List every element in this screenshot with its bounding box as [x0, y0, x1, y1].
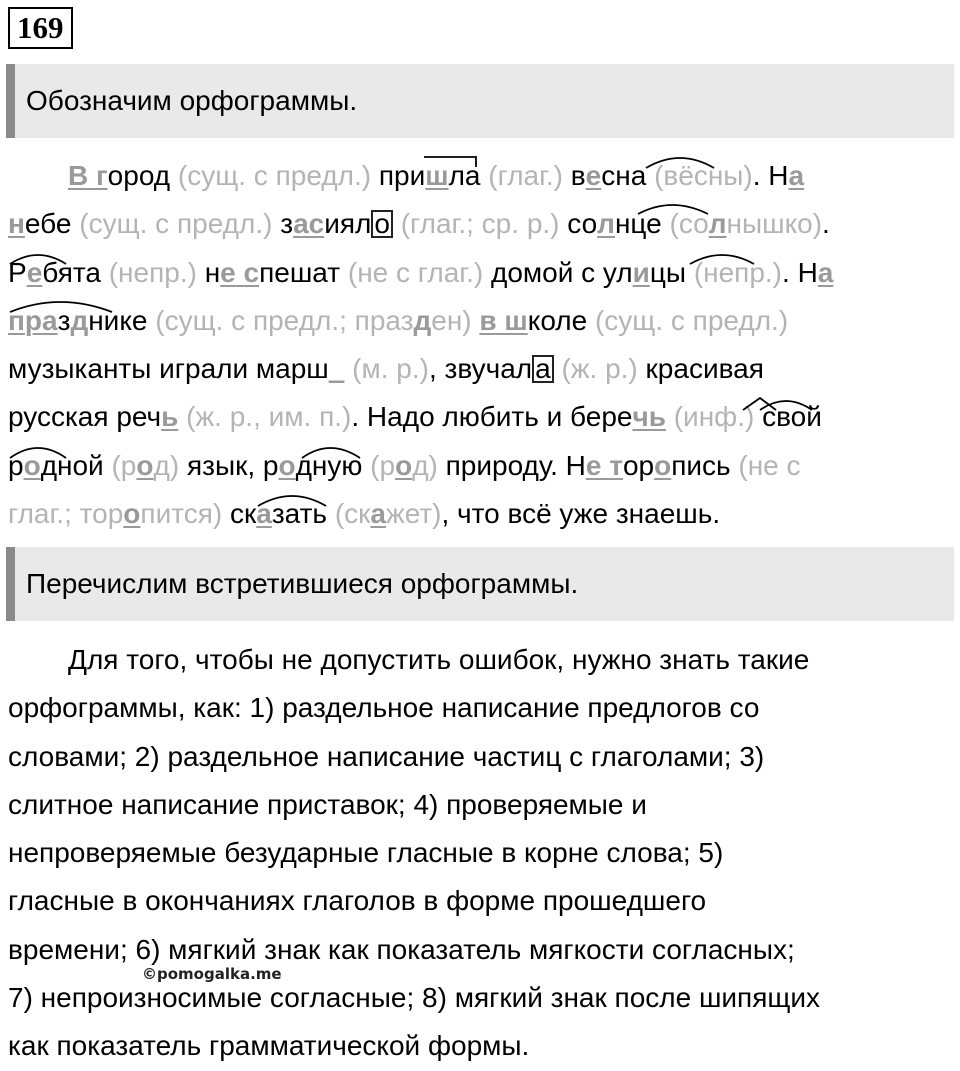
root-arc [646, 158, 714, 168]
grammar-note: (ж. р., им. п.) [186, 401, 352, 433]
text-run: язык, р [186, 449, 279, 481]
spelling-highlight: д [413, 304, 432, 336]
grammar-note: (сущ. с предл.; праз [155, 304, 414, 336]
grammar-note: (ск [334, 498, 371, 530]
text-run: нце [614, 208, 670, 240]
root-arc [638, 205, 708, 214]
spelling-highlight: чь [632, 401, 666, 433]
grammar-note: (не с глаг.) [347, 256, 491, 288]
text-run: р [8, 449, 24, 481]
spelling-highlight: л [597, 208, 615, 240]
root-arc [10, 448, 66, 458]
spelling-highlight: а [817, 256, 834, 288]
grammar-note: глаг.; тор [8, 498, 124, 530]
ending-box: о [371, 210, 393, 238]
spelling-highlight: _ [328, 353, 345, 385]
text-run: , что всё уже знаешь. [441, 498, 721, 530]
root-arc [258, 496, 326, 506]
spelling-highlight: ь [161, 401, 179, 433]
grammar-note: д) [153, 449, 187, 481]
answer-line: как показатель грамматической формы. [8, 1030, 530, 1062]
spelling-highlight: а [256, 498, 272, 530]
grammar-note: нышко) [726, 208, 823, 240]
grammar-note: (сущ. с предл.) [177, 160, 379, 191]
text-run: . Н [752, 160, 789, 191]
answer-line: слитное написание приставок; 4) проверяемые и [8, 788, 647, 820]
answer-line: орфограммы, как: 1) раздельное написание предлогов со [8, 692, 760, 724]
text-run: при [378, 160, 426, 191]
spelling-highlight: и [632, 256, 650, 288]
answer-line: гласные в окончаниях глаголов в форме прошедшего [8, 885, 707, 917]
spelling-highlight: в ш [479, 304, 528, 336]
spelling-highlight: а [788, 160, 805, 191]
text-run: бята [42, 256, 109, 288]
text-run: дной [40, 449, 112, 481]
prefix-mark [424, 157, 476, 167]
spelling-highlight: о [395, 449, 413, 481]
text-run: иял [324, 208, 372, 240]
spelling-highlight: е т [585, 449, 623, 481]
text-run: ск [229, 498, 257, 530]
text-run: со [567, 208, 598, 240]
spelling-highlight: е [26, 256, 43, 288]
text-run: . Надо любить и бере [351, 401, 633, 433]
text-run: , звучал [428, 353, 533, 385]
exercise-number: 169 [8, 7, 73, 49]
grammar-note: (вёсны) [654, 160, 753, 191]
spelling-highlight: о [23, 449, 41, 481]
text-run: природу. Н [445, 449, 586, 481]
answer-line: 7) непроизносимые согласные; 8) мягкий знак после шипящих [8, 982, 821, 1014]
answer-line: времени; 6) мягкий знак как показатель мягкости согласных; [8, 933, 795, 965]
text-run: музыканты играли марш [8, 353, 329, 385]
spelling-highlight: В г [68, 160, 108, 191]
text-run: цы [649, 256, 694, 288]
grammar-note: жет) [385, 498, 442, 530]
text-run: ор [622, 449, 655, 481]
spelling-highlight: о [278, 449, 296, 481]
root-arc [760, 401, 812, 410]
text-run: ород [107, 160, 178, 191]
spelling-highlight: н [8, 208, 25, 240]
watermark: ©pomogalka.me [142, 965, 282, 983]
answer-line: словами; 2) раздельное написание частиц с глаголами; 3) [8, 740, 765, 772]
text-run: нике [88, 304, 156, 336]
text-run: н [204, 256, 221, 288]
spelling-highlight: ш [425, 160, 449, 191]
text-run: ебе [24, 208, 80, 240]
text-run: зать [271, 498, 335, 530]
spelling-highlight: о [136, 449, 154, 481]
ending-box: а [532, 355, 554, 383]
spelling-highlight: л [708, 208, 727, 240]
text-run: пешат [259, 256, 348, 288]
text-run: . [822, 208, 830, 240]
grammar-note: (сущ. с предл.) [594, 304, 789, 336]
spelling-highlight: о [654, 449, 672, 481]
answer-line: непроверяемые безударные гласные в корне слова; 5) [8, 837, 724, 869]
text-run: сна [601, 160, 655, 191]
grammar-note: пится) [140, 498, 230, 530]
spelling-highlight: о [123, 498, 141, 530]
root-arc [10, 255, 66, 264]
grammar-note: (р [370, 449, 396, 481]
spelling-highlight: а [370, 498, 386, 530]
text-run: красивая [645, 353, 764, 385]
text-run: ла [448, 160, 489, 191]
answer-line: Для того, чтобы не допустить ошибок, нужно знать такие [68, 644, 810, 675]
grammar-note: (инф.) [673, 401, 763, 433]
grammar-note: (глаг.; ср. р.) [392, 208, 568, 240]
spelling-highlight: пра [8, 304, 58, 336]
spelling-highlight: е [585, 160, 602, 191]
grammar-note: (не с [738, 449, 801, 481]
text-run: домой с ул [490, 256, 633, 288]
text-run: . Н [782, 256, 818, 288]
text-run: дную [295, 449, 371, 481]
root-arc [10, 302, 112, 312]
section-heading-mark-spellings: Обозначим орфограммы. [6, 64, 954, 138]
grammar-note: (м. р.) [352, 353, 429, 385]
grammar-note: (непр.) [108, 256, 205, 288]
grammar-note: ен) [431, 304, 480, 336]
section-heading-list-spellings: Перечислим встретившиеся орфограммы. [6, 547, 954, 621]
text-run: пись [671, 449, 739, 481]
text-run: коле [527, 304, 595, 336]
spelling-highlight: ас [293, 208, 325, 240]
text-run: в [570, 160, 586, 191]
grammar-note: (глаг.) [488, 160, 571, 191]
text-run: з [57, 304, 71, 336]
spelling-highlight: е с [220, 256, 260, 288]
grammar-note: (со [669, 208, 709, 240]
text-run: з [280, 208, 294, 240]
grammar-note: (ж. р.) [553, 353, 646, 385]
grammar-note: д) [412, 449, 446, 481]
spelling-highlight: д [70, 304, 89, 336]
root-arc [302, 448, 360, 458]
text-run: свой [762, 401, 822, 433]
root-arc [690, 255, 754, 264]
grammar-note: (р [111, 449, 137, 481]
grammar-note: (непр.) [693, 256, 783, 288]
grammar-note: (сущ. с предл.) [79, 208, 281, 240]
text-run: русская реч [8, 401, 162, 433]
text-run: Р [8, 256, 27, 288]
